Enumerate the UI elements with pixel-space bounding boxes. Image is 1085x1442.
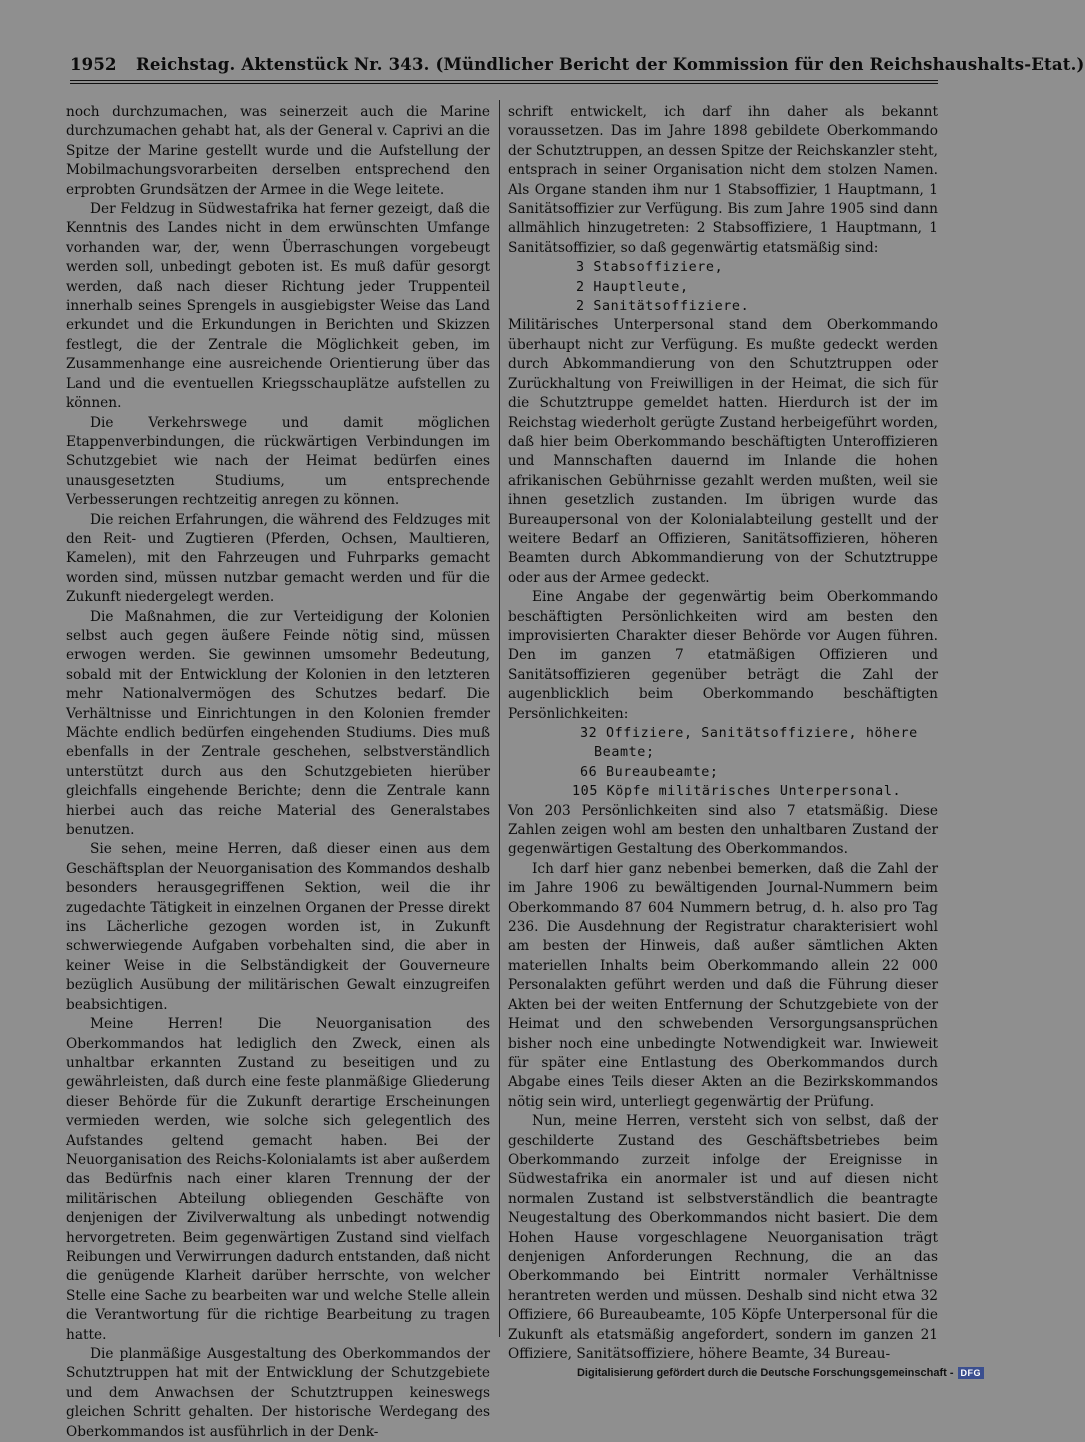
column-divider bbox=[499, 100, 500, 1337]
list-item: 66 Bureaubeamte; bbox=[580, 764, 719, 780]
paragraph: Militärisches Unterpersonal stand dem Oberkommando überhaupt nicht zur Verfügung. Es mußte gedeckt werden durch Abkommandierung von den Schutztruppen oder Zurückhaltung von Freiwilligen in der Heimat, die sich für die Schutztruppe gemeldet hatten. Hierdurch ist der im Reichstag wiederholt gerügte Zustand herbeigeführt worden, daß hier beim Oberkommando beschäftigten Unteroffizieren und Mannschaften dauernd im Inlande die hohen afrikanischen Gebührnisse gezahlt werden mußten, weil sie ihnen gesetzlich zustanden. Im übrigen wurde das Bureaupersonal von der Kolonialabteilung gestellt und der weitere Bedarf an Offizieren, Sanitätsoffizieren, höheren Beamten durch Abkommandierung von der Schutztruppe oder aus der Armee gedeckt. bbox=[508, 317, 938, 586]
paragraph: Nun, meine Herren, versteht sich von selbst, daß der geschilderte Zustand des Geschäftsbetriebes beim Oberkommando zurzeit infolge der Ereignisse in Südwestafrika ein anormaler ist und auf diesen nicht normalen Zustand ist selbstverständlich die beantragte Neugestaltung des Oberkommandos nicht basiert. Die dem Hohen Hause vorgeschlagene Neuorganisation trägt denjenigen Anforderungen Rechnung, die an das Oberkommando bei Eintritt normaler Verhältnisse herantreten werden und müssen. Deshalb sind nicht etwa 32 Offiziere, 66 Bureaubeamte, 105 Köpfe Unterpersonal für die Zukunft als etatsmäßig angefordert, sondern im ganzen 21 Offiziere, Sanitätsoffiziere, höhere Beamte, 34 Bureau- bbox=[508, 1113, 938, 1362]
dfg-logo[interactable]: DFG bbox=[958, 1367, 985, 1379]
page-header bbox=[70, 55, 1085, 79]
paragraph: Der Feldzug in Südwestafrika hat ferner gezeigt, daß die Kenntnis des Landes nicht in dem erwünschten Umfange vorhanden war, der, wenn Überraschungen vorgebeugt werden soll, unbedingt geboten ist. Es muß dafür gesorgt werden, daß nach dieser Richtung jeder Truppenteil innerhalb seines Sprengels in ausgiebigster Weise das Land erkundet und die Erkundungen in Berichten und Skizzen festlegt, die der Zentrale die Möglichkeit geben, im Zusammenhange eine ausreichende Orientierung über das Land und die eventuellen Kriegsschauplätze aufstellen zu können. bbox=[66, 201, 490, 412]
list-item: 3 Stabsoffiziere, bbox=[576, 260, 724, 276]
paragraph: Die Verkehrswege und damit möglichen Etappenverbindungen, die rückwärtigen Verbindungen im Schutzgebiet wie nach der Heimat bedürfen eines unausgesetzten Studiums, um entsprechende Verbesserungen rechtzeitig anregen zu können. bbox=[66, 414, 490, 509]
list-item: 2 Hauptleute, bbox=[576, 279, 689, 295]
header-rule bbox=[70, 80, 938, 81]
list-item: 2 Sanitätsoffiziere. bbox=[576, 299, 750, 315]
left-column bbox=[66, 103, 490, 1442]
personnel-list bbox=[508, 724, 938, 802]
footer bbox=[577, 1367, 984, 1379]
list-item: Beamte; bbox=[594, 745, 655, 761]
paragraph: schrift entwickelt, ich darf ihn daher als bekannt voraussetzen. Das im Jahre 1898 gebildete Oberkommando der Schutztruppen, an dessen Spitze der Reichskanzler steht, entsprach in seiner Organisation nicht dem stolzen Namen. Als Organe standen ihm nur 1 Stabsoffizier, 1 Hauptmann, 1 Sanitätsoffizier zur Verfügung. Bis zum Jahre 1905 sind dann allmählich hinzugetreten: 2 Stabsoffiziere, 1 Hauptmann, 1 Sanitätsoffizier, so daß gegenwärtig etatsmäßig sind: bbox=[508, 104, 938, 256]
right-column bbox=[508, 103, 938, 1364]
paragraph: Meine Herren! Die Neuorganisation des Oberkommandos hat lediglich den Zweck, einen als unhaltbar erkannten Zustand zu beseitigen und zu gewährleisten, daß durch eine feste planmäßige Gliederung dieser Behörde für die Zukunft derartige Erscheinungen vermieden werden, wie solche sich gelegentlich des Aufstandes geltend gemacht haben. Bei der Neuorganisation des Reichs-Kolonialamts ist aber außerdem das Bedürfnis nach einer klaren Trennung der der militärischen Abteilung obliegenden Geschäfte von denjenigen der Zivilverwaltung als unbedingt notwendig hervorgetreten. Beim gegenwärtigen Zustand sind vielfach Reibungen und Verwirrungen dadurch entstanden, daß nicht die genügende Klarheit darüber herrschte, von welcher Stelle eine Sache zu bearbeiten war und welche Stelle allein die Verantwortung für die richtige Bearbeitung zu tragen hatte. bbox=[66, 1016, 490, 1343]
paragraph: Sie sehen, meine Herren, daß dieser einen aus dem Geschäftsplan der Neuorganisation des Kommandos deshalb besonders herausgegriffenen Sektion, weil die ihr zugedachte Tätigkeit in einzelnen Organen der Presse direkt ins Lächerliche gezogen worden ist, in Zukunft schwerwiegende Aufgaben vorbehalten sind, die aber in keiner Weise in die Selbständigkeit der Gouverneure bezüglich Ausübung der militärischen Gewalt einzugreifen beabsichtigen. bbox=[66, 841, 490, 1013]
staff-list bbox=[508, 258, 938, 316]
list-item: 32 Offiziere, Sanitätsoffiziere, höhere bbox=[580, 726, 918, 741]
paragraph: Die Maßnahmen, die zur Verteidigung der Kolonien selbst auch gegen äußere Feinde nötig sind, müssen erwogen werden. Sie gewinnen umsomehr Bedeutung, sobald mit der Entwicklung der Kolonien in den letzteren mehr Nationalvermögen des Schutzes bedarf. Die Verhältnisse und Einrichtungen in den Kolonien fremder Mächte endlich bedürfen eingehenden Studiums. Dies muß ebenfalls in der Zentrale geschehen, selbstverständlich unterstützt durch aus den Schutzgebieten hierüber gleichfalls eingehende Berichte; denn die Zentrale kann hierbei auch das reiche Material des Generalstabes benutzen. bbox=[66, 608, 490, 839]
page-number: 1952 bbox=[70, 55, 117, 74]
paragraph: noch durchzumachen, was seinerzeit auch die Marine durchzumachen gehabt hat, als der General v. Caprivi an die Spitze der Marine gestellt wurde und die Aufstellung der Mobilmachungsvorarbeiten derselben entsprechend den erprobten Grundsätzen der Armee in die Wege leitete. bbox=[66, 104, 490, 198]
paragraph: Von 203 Persönlichkeiten sind also 7 etatsmäßig. Diese Zahlen zeigen wohl am besten den unhaltbaren Zustand der gegenwärtigen Gestaltung des Oberkommandos. bbox=[508, 802, 938, 858]
header-rule-double bbox=[70, 83, 938, 84]
page-title: Reichstag. Aktenstück Nr. 343. (Mündlicher Bericht der Kommission für den Reichshaushalts-Etat.) bbox=[136, 55, 1085, 74]
list-item: 105 Köpfe militärisches Unterpersonal. bbox=[572, 784, 902, 800]
paragraph: Die reichen Erfahrungen, die während des Feldzuges mit den Reit- und Zugtieren (Pferden, Ochsen, Maultieren, Kamelen), mit den Fahrzeugen und Fuhrparks gemacht worden sind, müssen nutzbar gemacht werden und für die Zukunft niedergelegt werden. bbox=[66, 511, 490, 606]
paragraph: Die planmäßige Ausgestaltung des Oberkommandos der Schutztruppen hat mit der Entwicklung der Schutzgebiete und dem Anwachsen der Schutztruppen keineswegs gleichen Schritt gehalten. Der historische Werdegang des Oberkommandos ist ausführlich in der Denk- bbox=[66, 1346, 490, 1440]
footer-text: Digitalisierung gefördert durch die Deutsche Forschungsgemeinschaft - bbox=[576, 1367, 954, 1379]
paragraph: Ich darf hier ganz nebenbei bemerken, daß die Zahl der im Jahre 1906 zu bewältigenden Journal-Nummern beim Oberkommando 87 604 Nummern betrug, d. h. also pro Tag 236. Die Ausdehnung der Registratur charakterisiert wohl am besten der Hinweis, daß außer sämtlichen Akten materiellen Inhalts beim Oberkommando allein 22 000 Personalakten geführt werden und daß die Führung dieser Akten bei der weiten Entfernung der Schutzgebiete von der Heimat und den schwebenden Versorgungsansprüchen bisher noch eine unbedingte Notwendigkeit war. Inwieweit für später eine Entlastung des Oberkommandos durch Abgabe eines Teils dieser Akten an die Bezirkskommandos nötig sein wird, unterliegt gegenwärtig der Prüfung. bbox=[508, 860, 938, 1110]
paragraph: Eine Angabe der gegenwärtig beim Oberkommando beschäftigten Persönlichkeiten wird am besten den improvisierten Charakter dieser Behörde vor Augen führen. Den im ganzen 7 etatmäßigen Offizieren und Sanitätsoffizieren gegenüber beträgt die Zahl der augenblicklich beim Oberkommando beschäftigten Persönlichkeiten: bbox=[508, 589, 938, 722]
